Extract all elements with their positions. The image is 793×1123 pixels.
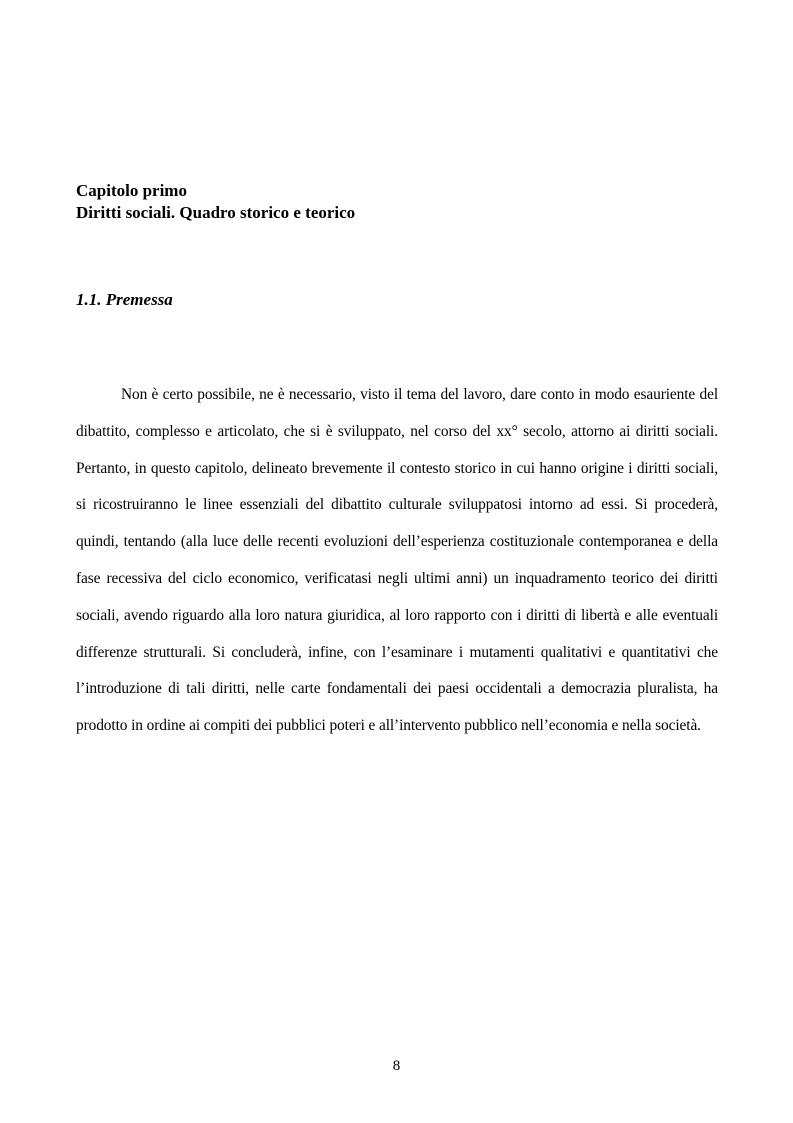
body-paragraph: Non è certo possibile, ne è necessario, visto il tema del lavoro, dare conto in modo esauriente del dibattito, complesso e articolato, che si è sviluppato, nel corso del xx° secolo, attorno ai diritti sociali. Pertanto, in questo capitolo, delineato brevemente il contesto storico in cui hanno origine i diritti sociali, si ricostruiranno le linee essenziali del dibattito culturale sviluppatosi intorno ad essi. Si procederà, quindi, tentando (alla luce delle recenti evoluzioni dell’esperienza costituzionale contemporanea e della fase recessiva del ciclo economico, verificatasi negli ultimi anni) un inquadramento teorico dei diritti sociali, avendo riguardo alla loro natura giuridica, al loro rapporto con i diritti di libertà e alle eventuali differenze strutturali. Si concluderà, infine, con l’esaminare i mutamenti qualitativi e quantitativi che l’introduzione di tali diritti, nelle carte fondamentali dei paesi occidentali a democrazia pluralista, ha prodotto in ordine ai compiti dei pubblici poteri e all’intervento pubblico nell’economia e nella società. bbox=[76, 386, 718, 735]
chapter-heading bbox=[76, 180, 718, 224]
page-number: 8 bbox=[392, 1058, 401, 1074]
chapter-label: Capitolo primo bbox=[76, 181, 187, 200]
section-title: 1.1. Premessa bbox=[76, 290, 173, 309]
chapter-title: Diritti sociali. Quadro storico e teorico bbox=[76, 203, 356, 222]
